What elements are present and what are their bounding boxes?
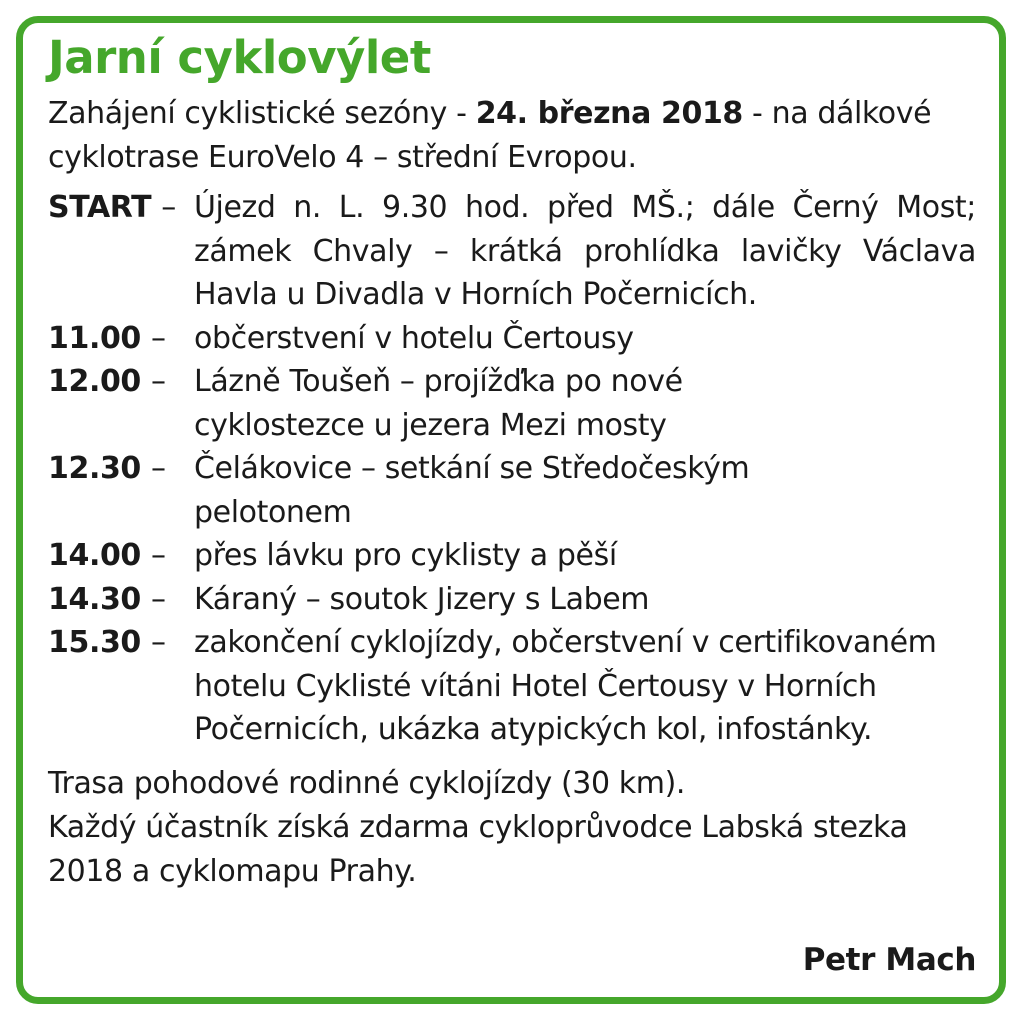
schedule-time: 15.30 bbox=[48, 625, 141, 660]
schedule-time: START bbox=[48, 190, 152, 225]
participant-gift-info: Každý účastník získá zdarma cykloprůvodce Labská stezka 2018 a cyklomapu Prahy. bbox=[48, 809, 908, 889]
schedule-time: 11.00 bbox=[48, 320, 141, 356]
event-date: 24. března 2018 bbox=[475, 96, 743, 131]
schedule-item bbox=[48, 447, 976, 534]
outro-paragraph bbox=[48, 762, 976, 894]
route-info: Trasa pohodové rodinné cyklojízdy (30 km). bbox=[48, 765, 686, 801]
intro-prefix: Zahájení cyklistické sezóny - bbox=[48, 96, 476, 131]
schedule-description: Čelákovice – setkání se Středočeským pelotonem bbox=[194, 451, 750, 530]
schedule-item bbox=[48, 317, 976, 361]
intro-paragraph bbox=[48, 92, 976, 180]
schedule-time: 12.30 bbox=[48, 451, 141, 486]
schedule-dash: – bbox=[150, 364, 166, 399]
schedule-time: 14.30 bbox=[48, 581, 141, 617]
schedule-dash: – bbox=[150, 320, 166, 356]
schedule-dash: – bbox=[150, 451, 166, 486]
schedule-dash: – bbox=[161, 190, 176, 225]
schedule-item bbox=[48, 186, 976, 317]
schedule-dash: – bbox=[150, 538, 166, 573]
schedule-description: zakončení cyklojízdy, občerstvení v certifikovaném hotelu Cyklisté vítáni Hotel Čertousy v Horních Počernicích, ukázka atypických kol, infostánky. bbox=[194, 625, 937, 747]
schedule-list bbox=[48, 186, 976, 752]
schedule-description: Újezd n. L. 9.30 hod. před MŠ.; dále Černý Most; zámek Chvaly – krátká prohlídka lavičky Václava Havla u Divadla v Horních Počernicích. bbox=[194, 190, 976, 312]
schedule-time: 12.00 bbox=[48, 364, 141, 399]
schedule-dash: – bbox=[150, 581, 166, 617]
schedule-time: 14.00 bbox=[48, 538, 141, 573]
article-title: Jarní cyklovýlet bbox=[48, 31, 431, 84]
schedule-description: přes lávku pro cyklisty a pěší bbox=[194, 538, 617, 573]
schedule-dash: – bbox=[150, 625, 166, 660]
author-signature: Petr Mach bbox=[802, 942, 976, 978]
article-content bbox=[48, 28, 976, 894]
schedule-item bbox=[48, 534, 976, 578]
schedule-description: Lázně Toušeň – projížďka po nové cyklostezce u jezera Mezi mosty bbox=[194, 364, 683, 443]
schedule-item bbox=[48, 578, 976, 622]
schedule-item bbox=[48, 360, 976, 447]
intro-suffix: - na dálkové cyklotrase EuroVelo 4 – střední Evropou. bbox=[48, 96, 932, 175]
schedule-description: občerstvení v hotelu Čertousy bbox=[194, 320, 634, 356]
schedule-description: Káraný – soutok Jizery s Labem bbox=[194, 581, 650, 617]
schedule-item bbox=[48, 621, 976, 752]
